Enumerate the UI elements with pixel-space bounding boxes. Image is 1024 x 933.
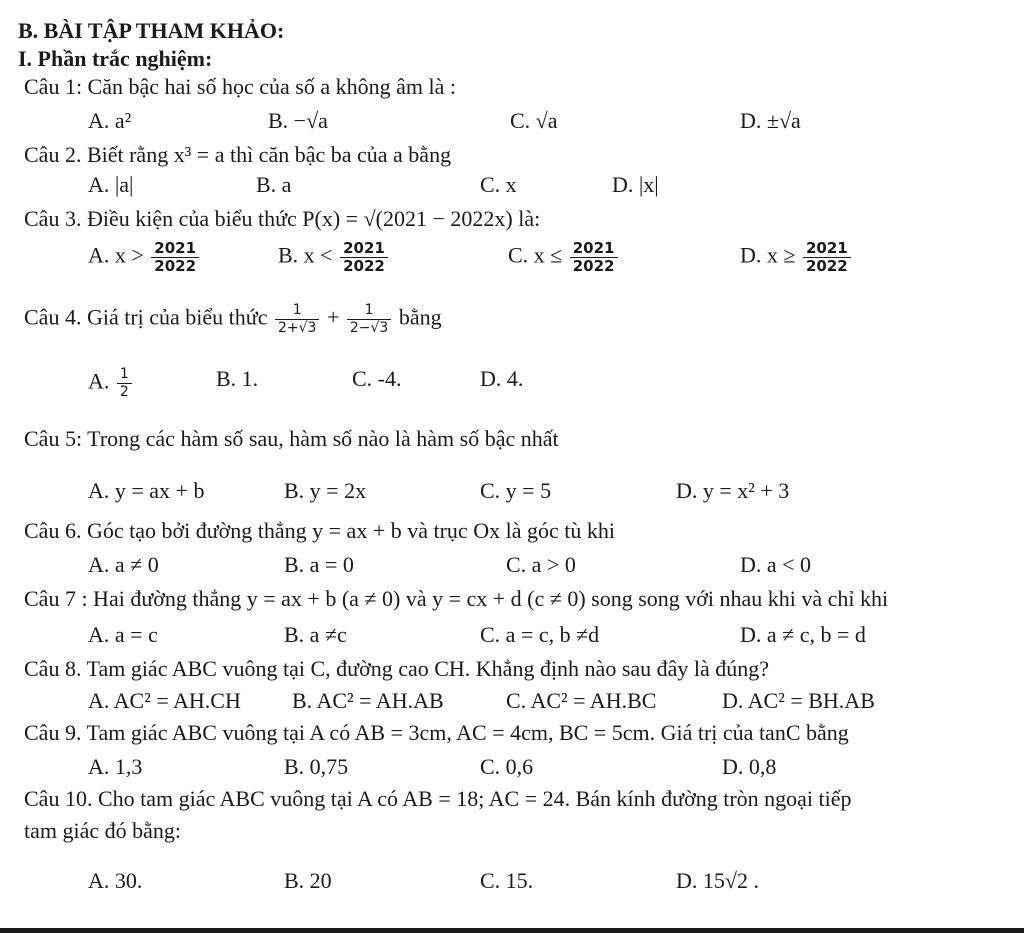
q7-option-c: C. a = c, b ≠d bbox=[480, 622, 600, 647]
q3-option-c bbox=[508, 240, 620, 275]
question-1-text: Câu 1: Căn bậc hai số học của số a không âm là : bbox=[24, 74, 456, 99]
q10-option-b: B. 20 bbox=[284, 868, 332, 893]
q4-text-post: bằng bbox=[398, 304, 442, 330]
q1-option-b: B. −√a bbox=[268, 108, 328, 133]
q8-option-a: A. AC² = AH.CH bbox=[88, 688, 241, 713]
q6-option-c: C. a > 0 bbox=[506, 552, 576, 577]
question-7-text: Câu 7 : Hai đường thẳng y = ax + b (a ≠ 0) và y = cx + d (c ≠ 0) song song với nhau khi và chỉ khi bbox=[24, 586, 889, 611]
question-5-text: Câu 5: Trong các hàm số sau, hàm số nào là hàm số bậc nhất bbox=[24, 426, 559, 451]
q5-option-d: D. y = x² + 3 bbox=[676, 478, 790, 503]
question-6-text: Câu 6. Góc tạo bởi đường thẳng y = ax + b và trục Ox là góc tù khi bbox=[24, 518, 615, 543]
q4-fraction-1: $\frac{1}{2+√3}$ bbox=[275, 302, 319, 337]
question-4-text bbox=[24, 302, 442, 337]
q1-option-d: D. ±√a bbox=[740, 108, 801, 133]
bottom-divider bbox=[0, 928, 1024, 933]
q6-option-b: B. a = 0 bbox=[284, 552, 354, 577]
question-10-text-line-1: Câu 10. Cho tam giác ABC vuông tại A có AB = 18; AC = 24. Bán kính đường tròn ngoại tiếp bbox=[24, 786, 852, 811]
q4-option-b: B. 1. bbox=[216, 366, 259, 391]
q3-option-c-label: C. x ≤ bbox=[508, 242, 563, 268]
q9-option-a: A. 1,3 bbox=[88, 754, 143, 779]
q7-option-a: A. a = c bbox=[88, 622, 158, 647]
q1-option-c: C. √a bbox=[510, 108, 558, 133]
q4-fraction-2: $\frac{1}{2-√3}$ bbox=[347, 302, 391, 337]
q4-plus-sign: + bbox=[326, 304, 340, 330]
q9-option-d: D. 0,8 bbox=[722, 754, 777, 779]
question-8-text: Câu 8. Tam giác ABC vuông tại C, đường cao CH. Khẳng định nào sau đây là đúng? bbox=[24, 656, 770, 681]
q2-option-a: A. |a| bbox=[88, 172, 134, 197]
q3-option-d bbox=[740, 240, 853, 275]
q3-option-b-fraction: $\frac{2021}{2022}$ bbox=[340, 240, 388, 275]
q10-option-d: D. 15√2 . bbox=[676, 868, 759, 893]
q4-text-pre: Câu 4. Giá trị của biểu thức bbox=[24, 304, 268, 330]
q3-option-a bbox=[88, 240, 201, 275]
q2-option-c: C. x bbox=[480, 172, 517, 197]
q1-option-a: A. a² bbox=[88, 108, 132, 133]
section-title: B. BÀI TẬP THAM KHẢO: bbox=[18, 18, 285, 43]
q3-option-b-label: B. x < bbox=[278, 242, 333, 268]
q8-option-d: D. AC² = BH.AB bbox=[722, 688, 875, 713]
q8-option-c: C. AC² = AH.BC bbox=[506, 688, 657, 713]
question-2-text: Câu 2. Biết rằng x³ = a thì căn bậc ba của a bằng bbox=[24, 142, 452, 167]
q5-option-b: B. y = 2x bbox=[284, 478, 367, 503]
q3-option-a-label: A. x > bbox=[88, 242, 144, 268]
q4-option-a-label: A. bbox=[88, 368, 110, 394]
q7-option-b: B. a ≠c bbox=[284, 622, 347, 647]
q4-option-d: D. 4. bbox=[480, 366, 524, 391]
q4-option-a-fraction: $\frac{1}{2}$ bbox=[117, 366, 132, 401]
q3-option-c-fraction: $\frac{2021}{2022}$ bbox=[570, 240, 618, 275]
q6-option-a: A. a ≠ 0 bbox=[88, 552, 159, 577]
question-10-text-line-2: tam giác đó bằng: bbox=[24, 818, 182, 843]
q3-option-b bbox=[278, 240, 390, 275]
q4-option-c: C. -4. bbox=[352, 366, 402, 391]
q5-option-c: C. y = 5 bbox=[480, 478, 552, 503]
q3-option-d-fraction: $\frac{2021}{2022}$ bbox=[803, 240, 851, 275]
question-9-text: Câu 9. Tam giác ABC vuông tại A có AB = 3cm, AC = 4cm, BC = 5cm. Giá trị của tanC bằng bbox=[24, 720, 849, 745]
q10-option-c: C. 15. bbox=[480, 868, 534, 893]
q6-option-d: D. a < 0 bbox=[740, 552, 812, 577]
q7-option-d: D. a ≠ c, b = d bbox=[740, 622, 866, 647]
q3-option-a-fraction: $\frac{2021}{2022}$ bbox=[151, 240, 199, 275]
q9-option-c: C. 0,6 bbox=[480, 754, 534, 779]
q10-option-a: A. 30. bbox=[88, 868, 143, 893]
q2-option-d: D. |x| bbox=[612, 172, 659, 197]
q8-option-b: B. AC² = AH.AB bbox=[292, 688, 444, 713]
q2-option-b: B. a bbox=[256, 172, 292, 197]
q5-option-a: A. y = ax + b bbox=[88, 478, 205, 503]
subsection-title: I. Phần trắc nghiệm: bbox=[18, 46, 213, 71]
q9-option-b: B. 0,75 bbox=[284, 754, 349, 779]
q3-option-d-label: D. x ≥ bbox=[740, 242, 796, 268]
q4-option-a bbox=[88, 366, 134, 401]
question-3-text: Câu 3. Điều kiện của biểu thức P(x) = √(2021 − 2022x) là: bbox=[24, 206, 541, 231]
